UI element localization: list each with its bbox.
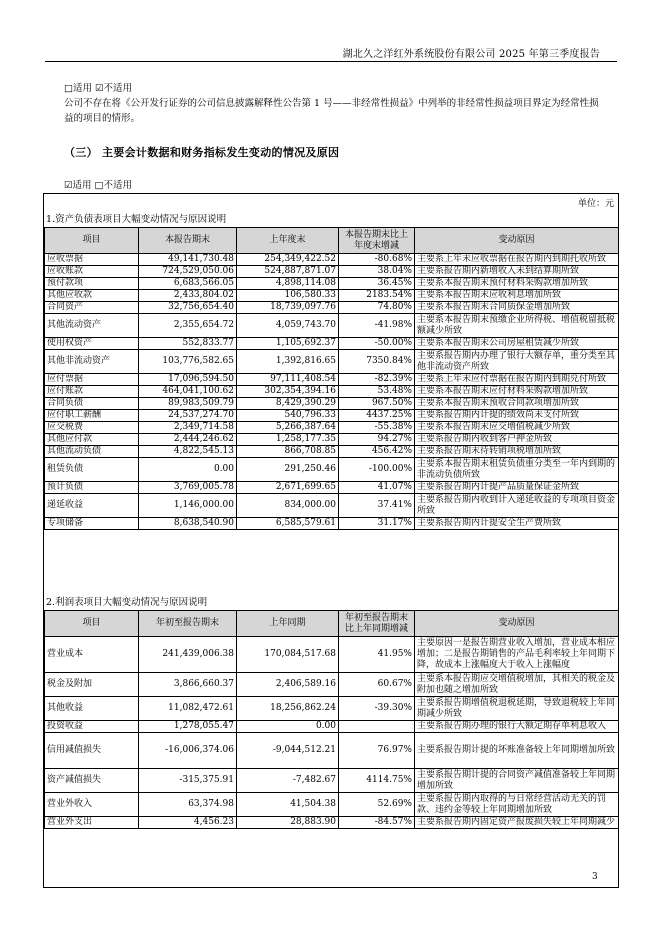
row-prior-value: 5,266,387.64 — [237, 422, 339, 434]
col-header-current: 本报告期末 — [139, 228, 237, 254]
row-item-name: 资产减值损失 — [45, 769, 139, 793]
row-item-name: 其他流动资产 — [45, 314, 139, 338]
row-prior-value: 0.00 — [237, 721, 339, 733]
row-reason: 主要系本报告期末预付材料采购款增加所致 — [415, 278, 619, 290]
row-change-pct: 41.07% — [339, 482, 415, 494]
row-item-name: 其他流动负债 — [45, 446, 139, 458]
row-change-pct: -84.57% — [339, 817, 415, 829]
row-prior-value: -7,482.67 — [237, 769, 339, 793]
row-current-value: 89,983,509.79 — [139, 398, 237, 410]
row-reason: 主要系本报告期末预缴企业所得税、增值税留抵税额减少所致 — [415, 314, 619, 338]
table-row — [45, 338, 619, 350]
table-row — [45, 434, 619, 446]
row-item-name: 递延收益 — [45, 494, 139, 518]
row-item-name: 应付票据 — [45, 374, 139, 386]
applicable-checkbox-line-2: ☑适用 □不适用 — [64, 180, 133, 191]
row-item-name: 营业外收入 — [45, 793, 139, 817]
table-row — [45, 793, 619, 817]
row-current-value: 2,433,804.02 — [139, 290, 237, 302]
row-prior-value: 97,111,408.54 — [237, 374, 339, 386]
row-prior-value: 18,739,097.76 — [237, 302, 339, 314]
balance-sheet-table — [44, 227, 619, 530]
table-row — [45, 410, 619, 422]
row-prior-value: 1,105,692.37 — [237, 338, 339, 350]
row-reason: 主要系报告期内固定资产报废损失较上年同期减少 — [415, 817, 619, 829]
row-item-name: 其他应收款 — [45, 290, 139, 302]
table-row — [45, 398, 619, 410]
row-change-pct: -41.98% — [339, 314, 415, 338]
table-row — [45, 350, 619, 374]
row-item-name: 预付款项 — [45, 278, 139, 290]
table-row — [45, 290, 619, 302]
row-current-value: 24,537,274.70 — [139, 410, 237, 422]
row-current-value: 241,439,006.38 — [139, 637, 237, 673]
row-current-value: 17,096,594.50 — [139, 374, 237, 386]
row-change-pct: 52.69% — [339, 793, 415, 817]
row-item-name: 其他应付款 — [45, 434, 139, 446]
row-item-name: 租赁负债 — [45, 458, 139, 482]
row-item-name: 信用减值损失 — [45, 733, 139, 769]
row-prior-value: 834,000.00 — [237, 494, 339, 518]
section-title: （三） 主要会计数据和财务指标发生变动的情况及原因 — [64, 146, 340, 159]
table-row — [45, 482, 619, 494]
row-item-name: 其他非流动资产 — [45, 350, 139, 374]
col-header-change: 年初至报告期末比上年同期增减 — [339, 611, 415, 637]
row-item-name: 合同负债 — [45, 398, 139, 410]
row-change-pct: 4114.75% — [339, 769, 415, 793]
row-reason: 主要系本报告期末预收合同款项增加所致 — [415, 398, 619, 410]
row-reason: 主要系报告期内收到客户押金所致 — [415, 434, 619, 446]
row-change-pct: -80.68% — [339, 254, 415, 266]
row-change-pct: 76.97% — [339, 733, 415, 769]
row-current-value: 49,141,730.48 — [139, 254, 237, 266]
row-reason: 主要系报告期末待转销项税增加所致 — [415, 446, 619, 458]
row-prior-value: 106,580.33 — [237, 290, 339, 302]
table-row — [45, 278, 619, 290]
income-statement-label: 2.利润表项目大幅变动情况与原因说明 — [46, 597, 208, 608]
row-current-value: 2,355,654.72 — [139, 314, 237, 338]
non-recurring-note: 公司不存在将《公开发行证券的公司信息披露解释性公告第 1 号——非经常性损益》中列举的非经常性损益项目界定为经常性损益的项目的情形。 — [64, 98, 599, 124]
col-header-reason: 变动原因 — [415, 228, 619, 254]
row-item-name: 应收账款 — [45, 266, 139, 278]
row-prior-value: 524,887,871.07 — [237, 266, 339, 278]
row-prior-value: 8,429,390.29 — [237, 398, 339, 410]
table-row — [45, 494, 619, 518]
row-current-value: 32,756,654.40 — [139, 302, 237, 314]
row-prior-value: 291,250.46 — [237, 458, 339, 482]
row-change-pct: 36.45% — [339, 278, 415, 290]
row-item-name: 营业外支出 — [45, 817, 139, 829]
row-reason: 主要系上年末应付票据在报告期内到期兑付所致 — [415, 374, 619, 386]
row-reason: 主要系本报告期末应付材料采购款增加所致 — [415, 386, 619, 398]
row-change-pct: 7350.84% — [339, 350, 415, 374]
row-current-value: 552,833.77 — [139, 338, 237, 350]
row-reason: 主要系本报告期末租赁负债重分类至一年内到期的非流动负债所致 — [415, 458, 619, 482]
row-reason: 主要系本报告期应交增值税增加，其相关的税金及附加也随之增加所致 — [415, 673, 619, 697]
table-row — [45, 446, 619, 458]
row-item-name: 其他收益 — [45, 697, 139, 721]
col-header-ytd: 年初至报告期末 — [139, 611, 237, 637]
row-prior-value: 41,504.38 — [237, 793, 339, 817]
balance-sheet-label: 1.资产负债表项目大幅变动情况与原因说明 — [46, 214, 227, 225]
row-reason: 主要系报告期内取得的与日常经营活动无关的罚款、违约金等较上年同期增加所致 — [415, 793, 619, 817]
col-header-change: 本报告期末比上年度末增减 — [339, 228, 415, 254]
row-change-pct: 53.48% — [339, 386, 415, 398]
table-row — [45, 637, 619, 673]
income-statement-table — [44, 610, 619, 829]
header-divider — [45, 61, 617, 62]
row-change-pct: 456.42% — [339, 446, 415, 458]
table-row — [45, 254, 619, 266]
row-change-pct: -55.38% — [339, 422, 415, 434]
table-row — [45, 302, 619, 314]
row-change-pct: 967.50% — [339, 398, 415, 410]
row-item-name: 税金及附加 — [45, 673, 139, 697]
row-prior-value: 540,796.33 — [237, 410, 339, 422]
row-item-name: 预计负债 — [45, 482, 139, 494]
row-prior-value: 4,898,114.08 — [237, 278, 339, 290]
row-current-value: 1,278,055.47 — [139, 721, 237, 733]
row-current-value: 1,146,000.00 — [139, 494, 237, 518]
table-row — [45, 721, 619, 733]
row-change-pct: 2183.54% — [339, 290, 415, 302]
row-current-value: 3,769,005.78 — [139, 482, 237, 494]
row-item-name: 营业成本 — [45, 637, 139, 673]
row-current-value: 2,444,246.62 — [139, 434, 237, 446]
row-reason: 主要系报告期内计提安全生产费所致 — [415, 518, 619, 530]
table-row — [45, 769, 619, 793]
row-prior-value: 170,084,517.68 — [237, 637, 339, 673]
row-current-value: 464,041,100.62 — [139, 386, 237, 398]
changes-box — [43, 193, 619, 888]
row-reason: 主要系本报告期末合同质保金增加所致 — [415, 302, 619, 314]
row-item-name: 投资收益 — [45, 721, 139, 733]
row-change-pct: 94.27% — [339, 434, 415, 446]
row-reason: 主要系报告期内计提产品质量保证金所致 — [415, 482, 619, 494]
table-row — [45, 518, 619, 530]
table-row — [45, 266, 619, 278]
row-prior-value: 302,354,394.16 — [237, 386, 339, 398]
col-header-prior-period: 上年同期 — [237, 611, 339, 637]
row-item-name: 使用权资产 — [45, 338, 139, 350]
row-prior-value: 6,585,579.61 — [237, 518, 339, 530]
row-current-value: 0.00 — [139, 458, 237, 482]
row-item-name: 合同资产 — [45, 302, 139, 314]
row-current-value: 3,866,660.37 — [139, 673, 237, 697]
table-row — [45, 817, 619, 829]
row-reason: 主要系本报告期末应交增值税减少所致 — [415, 422, 619, 434]
applicable-checkbox-line-1: □适用 ☑不适用 — [64, 83, 133, 94]
row-item-name: 应交税费 — [45, 422, 139, 434]
row-change-pct: -82.39% — [339, 374, 415, 386]
row-current-value: 4,822,545.13 — [139, 446, 237, 458]
row-change-pct: 41.95% — [339, 637, 415, 673]
row-current-value: -16,006,374.06 — [139, 733, 237, 769]
row-prior-value: 866,708.85 — [237, 446, 339, 458]
row-prior-value: 2,671,699.65 — [237, 482, 339, 494]
row-current-value: 11,082,472.61 — [139, 697, 237, 721]
table-row — [45, 422, 619, 434]
row-change-pct: -100.00% — [339, 458, 415, 482]
row-reason: 主要系报告期办理的银行大额定期存单利息收入 — [415, 721, 619, 733]
row-change-pct: 60.67% — [339, 673, 415, 697]
row-reason: 主要系上年末应收票据在报告期内到期托收所致 — [415, 254, 619, 266]
row-current-value: -315,375.91 — [139, 769, 237, 793]
row-reason: 主要系报告期内新增收入未到结算期所致 — [415, 266, 619, 278]
unit-label: 单位：元 — [577, 199, 614, 209]
row-prior-value: 1,258,177.35 — [237, 434, 339, 446]
table-row — [45, 733, 619, 769]
row-item-name: 专项储备 — [45, 518, 139, 530]
table-row — [45, 386, 619, 398]
row-prior-value: 254,349,422.52 — [237, 254, 339, 266]
row-reason: 主要系报告期内计提的绩效尚未支付所致 — [415, 410, 619, 422]
row-change-pct: 74.80% — [339, 302, 415, 314]
row-prior-value: 28,883.90 — [237, 817, 339, 829]
row-prior-value: 18,256,862.24 — [237, 697, 339, 721]
row-change-pct: -39.30% — [339, 697, 415, 721]
col-header-reason: 变动原因 — [415, 611, 619, 637]
col-header-item: 项目 — [45, 228, 139, 254]
row-reason: 主要系报告期计提的合同资产减值准备较上年同期增加所致 — [415, 769, 619, 793]
row-change-pct — [339, 721, 415, 733]
row-item-name: 应收票据 — [45, 254, 139, 266]
table-row — [45, 458, 619, 482]
row-reason: 主要系本报告期末应收利息增加所致 — [415, 290, 619, 302]
table-row — [45, 314, 619, 338]
row-change-pct: 4437.25% — [339, 410, 415, 422]
row-item-name: 应付账款 — [45, 386, 139, 398]
col-header-prior: 上年度末 — [237, 228, 339, 254]
row-change-pct: 31.17% — [339, 518, 415, 530]
row-current-value: 103,776,582.65 — [139, 350, 237, 374]
row-change-pct: 37.41% — [339, 494, 415, 518]
row-prior-value: 1,392,816.65 — [237, 350, 339, 374]
row-reason: 主要系本报告期末公司房屋租赁减少所致 — [415, 338, 619, 350]
page-header: 湖北久之洋红外系统股份有限公司 2025 年第三季度报告 — [342, 49, 600, 60]
row-reason: 主要系报告期内办理了银行大额存单，重分类至其他非流动资产所致 — [415, 350, 619, 374]
row-change-pct: 38.04% — [339, 266, 415, 278]
row-change-pct: -50.00% — [339, 338, 415, 350]
row-current-value: 2,349,714.58 — [139, 422, 237, 434]
table-row — [45, 374, 619, 386]
row-current-value: 8,638,540.90 — [139, 518, 237, 530]
row-reason: 主要系报告期增值税退税延期，导致退税较上年同期减少所致 — [415, 697, 619, 721]
row-reason: 主要原因一是报告期营业收入增加，营业成本相应增加；二是报告期销售的产品毛利率较上年同期下降，故成本上涨幅度大于收入上涨幅度 — [415, 637, 619, 673]
row-item-name: 应付职工薪酬 — [45, 410, 139, 422]
row-current-value: 6,683,566.05 — [139, 278, 237, 290]
row-reason: 主要系报告期内收到计入递延收益的专项项目资金所致 — [415, 494, 619, 518]
row-reason: 主要系报告期计提的坏账准备较上年同期增加所致 — [415, 733, 619, 769]
row-prior-value: 2,406,589.16 — [237, 673, 339, 697]
row-prior-value: -9,044,512.21 — [237, 733, 339, 769]
col-header-item: 项目 — [45, 611, 139, 637]
row-current-value: 724,529,050.06 — [139, 266, 237, 278]
row-current-value: 4,456.23 — [139, 817, 237, 829]
table-row — [45, 697, 619, 721]
row-current-value: 63,374.98 — [139, 793, 237, 817]
table-row — [45, 673, 619, 697]
page-number: 3 — [592, 872, 598, 882]
row-prior-value: 4,059,743.70 — [237, 314, 339, 338]
